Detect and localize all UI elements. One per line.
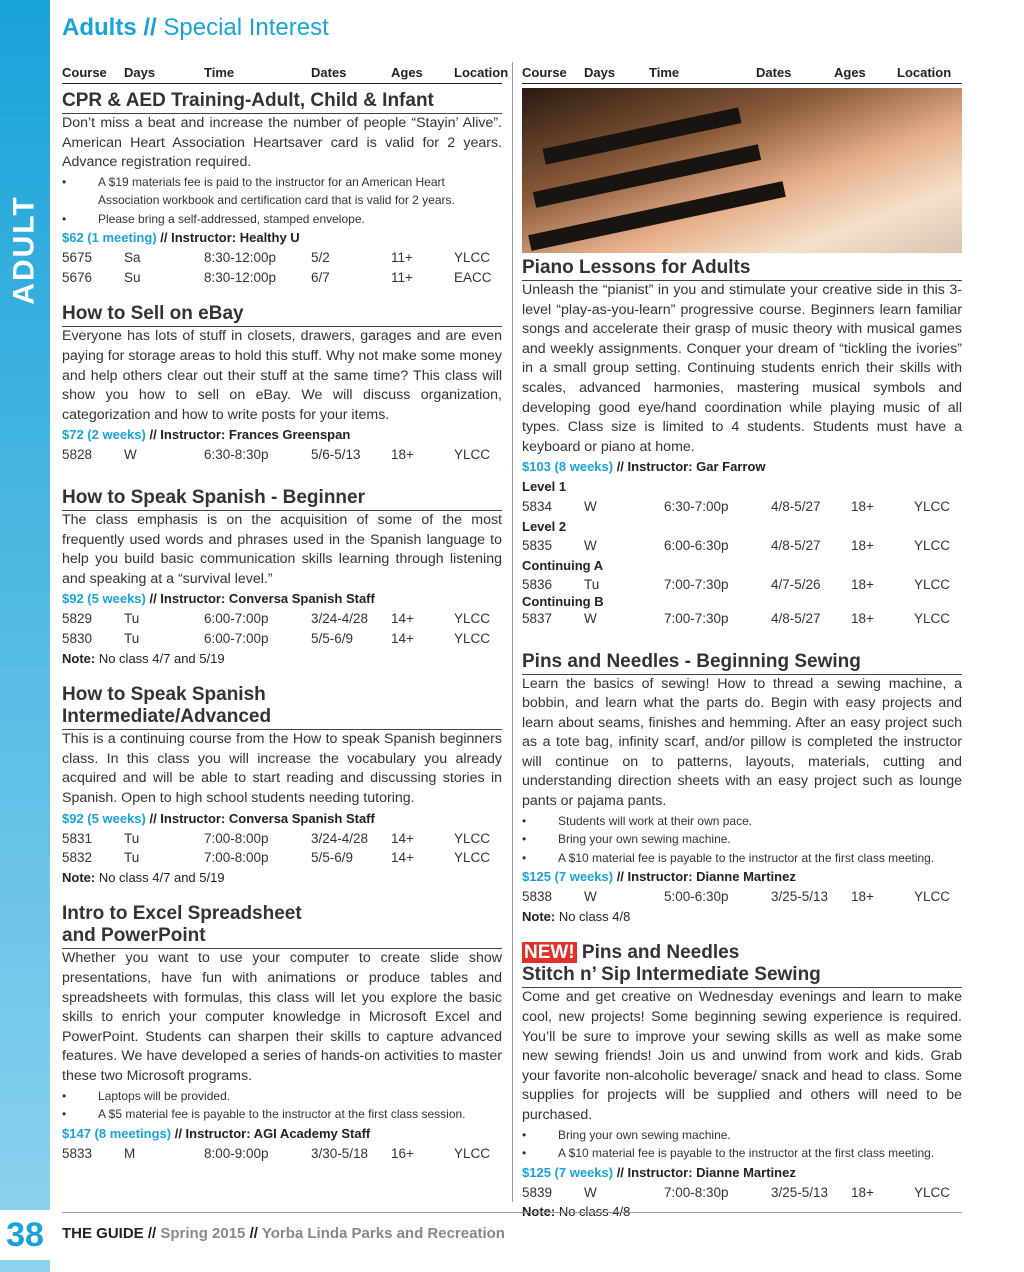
course-sewing-intermediate: [522, 942, 962, 1221]
course-title: Pins and Needles - Beginning Sewing: [522, 651, 962, 675]
course-title: How to Sell on eBay: [62, 303, 502, 327]
table-row: 5836 Tu 7:00-7:30p 4/7-5/26 18+ YLCC: [522, 577, 951, 593]
table-row: 5834 W 6:30-7:00p 4/8-5/27 18+ YLCC: [522, 498, 951, 514]
column-divider: [512, 62, 513, 1202]
page-number: 38: [0, 1210, 50, 1260]
piano-photo: [522, 88, 962, 253]
side-section-label: ADULT: [8, 195, 42, 305]
course-note: Note: No class 4/8: [522, 908, 631, 924]
course-fee: $72 (2 weeks) // Instructor: Frances Greenspan: [62, 427, 351, 443]
bullet-list: • A $19 materials fee is paid to the instructor for an American Heart Association workbook and certification card that is valid for 2 years. • Please bring a self-addressed, stamped envelope.: [62, 173, 502, 229]
level-label: Continuing B: [522, 593, 604, 609]
course-sewing-beginning: [522, 651, 962, 927]
course-note: Note: No class 4/7 and 5/19: [62, 869, 225, 885]
level-label: Level 2: [522, 518, 567, 534]
table-row: 5829 Tu 6:00-7:00p 3/24-4/28 14+ YLCC: [62, 611, 491, 627]
course-description: Everyone has lots of stuff in closets, drawers, garages and are even paying for storage areas to hold this stuff. Why not make some money and help others clear out their stuff at the same time? This class will show you how to sell on eBay. We will discuss organization, categorization and how to write posts for your items.: [62, 328, 502, 423]
level-label: Level 1: [522, 479, 567, 495]
course-title: Piano Lessons for Adults: [522, 257, 962, 281]
course-ebay: [62, 303, 502, 465]
new-badge: NEW!: [524, 942, 575, 964]
course-title: How to Speak Spanish - Beginner: [62, 487, 502, 511]
sidebar-strip: [0, 0, 50, 1272]
table-row: 5676 Su 8:30-12:00p 6/7 11+ EACC: [62, 269, 492, 285]
course-title: Intro to Excel Spreadsheet and PowerPoint: [62, 903, 502, 949]
bullet-list: • Students will work at their own pace. • Bring your own sewing machine. • A $10 material fee is payable to the instructor at the first class meeting.: [522, 812, 962, 868]
course-title: How to Speak Spanish Intermediate/Advanced: [62, 684, 502, 730]
course-spanish-beginner: [62, 487, 502, 668]
bullet-list: • Bring your own sewing machine. • A $10 material fee is payable to the instructor at the first class meeting.: [522, 1126, 962, 1163]
table-row: 5837 W 7:00-7:30p 4/8-5/27 18+ YLCC: [522, 610, 951, 626]
right-column: [522, 62, 962, 1222]
course-title: NEW! Pins and Needles Stitch n’ Sip Intermediate Sewing: [522, 942, 962, 988]
course-fee: $62 (1 meeting) // Instructor: Healthy U: [62, 230, 300, 246]
course-fee: $92 (5 weeks) // Instructor: Conversa Spanish Staff: [62, 591, 375, 607]
course-description: Unleash the “pianist” in you and stimulate your creative side in this 3-level “play-as-you-learn” progressive course. Beginners learn familiar songs and accelerate their grasp of music theory with musical games and weekly assignments. Conquer your dream of “tickling the ivories” in a small group setting. Continuing students enrich their skills with scales, advanced harmonies, mastering musical symbols and developing good eye/hand coordination while playing music of all types. Class size is limited to 4 students. Students must have a keyboard or piano at home.: [522, 282, 962, 455]
table-row: 5828 W 6:30-8:30p 5/6-5/13 18+ YLCC: [62, 447, 491, 463]
course-fee: $92 (5 weeks) // Instructor: Conversa Spanish Staff: [62, 810, 375, 826]
level-label: Continuing A: [522, 557, 604, 573]
course-note: Note: No class 4/8: [522, 1204, 631, 1220]
table-row: 5838 W 5:00-6:30p 3/25-5/13 18+ YLCC: [522, 889, 951, 905]
table-row: 5675 Sa 8:30-12:00p 5/2 11+ YLCC: [62, 250, 491, 266]
table-row: 5835 W 6:00-6:30p 4/8-5/27 18+ YLCC: [522, 538, 951, 554]
left-column: [62, 62, 509, 1163]
course-description: Learn the basics of sewing! How to thread a sewing machine, a bobbin, and learn what the parts do. Begin with easy projects and learn about seams, finishes and hemming. After an easy project such as a tote bag, infinity scarf, and/or pillow is completed the instructor will continue on to patterns, layouts, materials, cutting and understanding direction sheets with an easy project such as lounge pants or pajama pants.: [522, 675, 962, 810]
course-spanish-intermediate: [62, 684, 502, 887]
table-row: 5832 Tu 7:00-8:00p 5/5-6/9 14+ YLCC: [62, 850, 491, 866]
course-piano: [522, 257, 962, 629]
table-header: Course Days Time Dates Ages Location: [62, 62, 502, 84]
table-row: 5839 W 7:00-8:30p 3/25-5/13 18+ YLCC: [522, 1184, 951, 1200]
course-fee: $125 (7 weeks) // Instructor: Dianne Martinez: [522, 1164, 796, 1180]
table-header: Course Days Time Dates Ages Location: [522, 62, 962, 84]
table-row: 5833 M 8:00-9:00p 3/30-5/18 16+ YLCC: [62, 1145, 491, 1161]
course-description: The class emphasis is on the acquisition of some of the most frequently used words and phrases used in the Spanish language to help you build basic communication skills learning through listening and speaking at a “survival level.”: [62, 512, 502, 587]
course-description: Whether you want to use your computer to create slide show presentations, have fun with animations or produce tables and spreadsheets with formulas, this class will let you explore the basic skills to enrich your computer knowledge in Microsoft Excel and PowerPoint. Students can sharpen their skills to capture advanced features. We have developed a series of hands-on activities to master these two Microsoft programs.: [62, 950, 502, 1084]
course-title: CPR & AED Training-Adult, Child & Infant: [62, 90, 502, 114]
course-description: This is a continuing course from the How to speak Spanish beginners class. In this class you will increase the vocabulary you already acquired and will be able to start reading and discussing stories in Spanish. Open to high school students needing tutoring.: [62, 731, 502, 806]
table-row: 5830 Tu 6:00-7:00p 5/5-6/9 14+ YLCC: [62, 631, 491, 646]
course-fee: $103 (8 weeks) // Instructor: Gar Farrow: [522, 459, 766, 475]
course-excel: [62, 903, 502, 1163]
course-description: Come and get creative on Wednesday evenings and learn to make cool, new projects! Some beginning sewing experience is required. You’ll be sure to improve your sewing skills as well as make some new sewing friends! Join us and unwind from work and kids. Grab your favorite non-alcoholic beverage/ snack and head to class. Some supplies for projects will be supplied and others will need to be purchased.: [522, 989, 962, 1123]
course-cpr: [62, 90, 502, 287]
section-title: Adults // Special Interest: [62, 14, 329, 41]
course-fee: $125 (7 weeks) // Instructor: Dianne Martinez: [522, 869, 796, 885]
bullet-list: • Laptops will be provided. • A $5 material fee is payable to the instructor at the first class session.: [62, 1087, 502, 1124]
course-note: Note: No class 4/7 and 5/19: [62, 650, 225, 666]
course-fee: $147 (8 meetings) // Instructor: AGI Academy Staff: [62, 1125, 371, 1141]
course-description: Don’t miss a beat and increase the number of people “Stayin’ Alive”. American Heart Association Heartsaver card is valid for 2 years. Advance registration required.: [62, 115, 502, 171]
table-row: 5831 Tu 7:00-8:00p 3/24-4/28 14+ YLCC: [62, 830, 491, 846]
page-footer: THE GUIDE // Spring 2015 // Yorba Linda Parks and Recreation: [62, 1212, 962, 1242]
